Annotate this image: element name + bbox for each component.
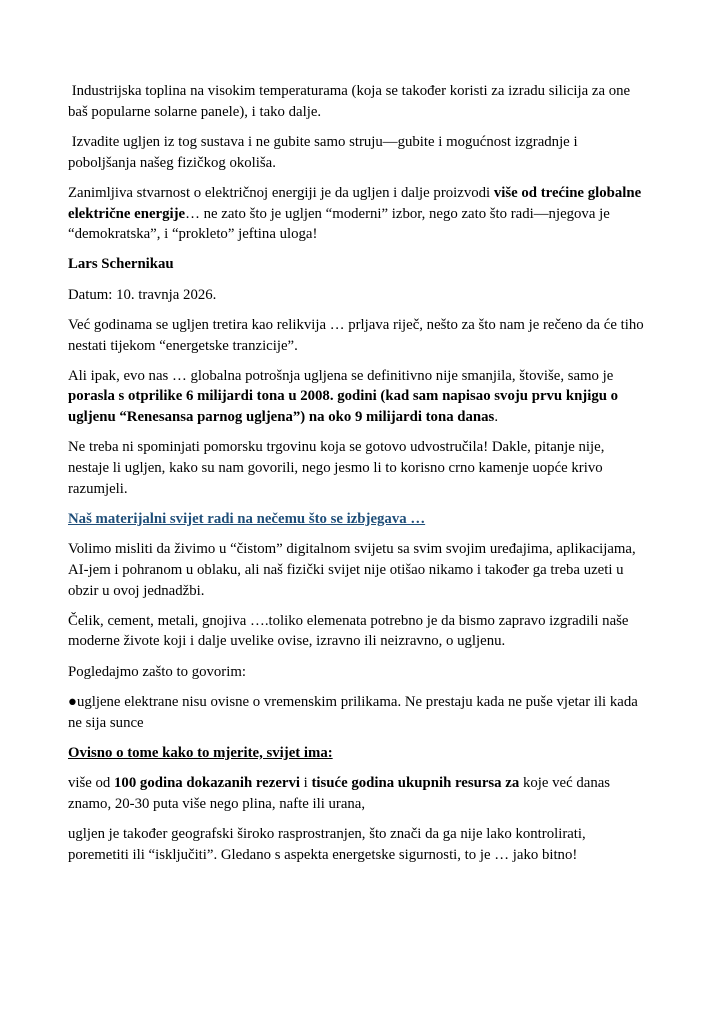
text-run: ugljen je također geografski široko rasprostranjen, što znači da ga nije lako kontrolirati, poremetiti ili “isključiti”. Gledano s aspekta energetske sigurnosti, to je … jako bitno!	[68, 825, 590, 863]
paragraph	[68, 366, 644, 428]
text-run: Ali ipak, evo nas … globalna potrošnja ugljena se definitivno nije smanjila, štoviše, samo je	[68, 367, 618, 384]
heading-underline	[68, 743, 644, 764]
text-run: Čelik, cement, metali, gnojiva ….toliko elemenata potrebno je da bismo zapravo izgradili naše moderne živote koji i dalje uvelike ovise, izravno ili neizravno, o ugljenu.	[68, 612, 633, 650]
paragraph	[68, 824, 644, 865]
paragraph	[68, 662, 644, 683]
paragraph	[68, 611, 644, 652]
author-name: Lars Schernikau	[68, 256, 174, 273]
text-run: Zanimljiva stvarnost o električnoj energiji je da ugljen i dalje proizvodi	[68, 184, 494, 201]
text-run: 100 godina dokazanih rezervi	[114, 774, 300, 791]
text-run: više od	[68, 774, 115, 791]
text-run: Ovisno o tome kako to mjerite, svijet ima:	[68, 744, 333, 761]
paragraph	[68, 81, 644, 122]
text-run: Pogledajmo zašto to govorim:	[68, 663, 246, 680]
text-run: … ne zato što je ugljen “moderni” izbor, nego zato što radi—njegova je “demokratska”, i “prokleto” jeftina uloga!	[68, 205, 614, 243]
paragraph	[68, 539, 644, 601]
heading-accent	[68, 509, 644, 530]
paragraph	[68, 132, 644, 173]
paragraph	[68, 285, 644, 306]
text-run: porasla s otprilike 6 milijardi tona u 2008. godini (kad sam napisao svoju prvu knjigu o ugljenu “Renesansa parnog ugljena”) na oko 9 milijardi tona danas	[68, 388, 622, 426]
bullet-icon: ●	[68, 693, 77, 710]
text-run: .	[494, 409, 499, 426]
paragraph	[68, 692, 644, 733]
text-run: Ne treba ni spominjati pomorsku trgovinu koja se gotovo udvostručila! Dakle, pitanje nije, nestaje li ugljen, kako su nam govorili, nego jesmo li to korisno crno kamenje uopće krivo razumjeli.	[68, 439, 609, 497]
text-run: više od trećine globalne električne energije	[68, 184, 645, 222]
text-run: Izvadite ugljen iz tog sustava i ne gubite samo struju—gubite i mogućnost izgradnje i poboljšanja našeg fizičkog okoliša.	[68, 133, 582, 171]
text-run: Volimo misliti da živimo u “čistom” digitalnom svijetu sa svim svojim uređajima, aplikacijama, AI-jem i pohranom u oblaku, ali naš fizički svijet nije otišao nikamo i također ga treba uzeti u obzir u ovoj jednadžbi.	[68, 541, 639, 599]
text-run: koje već danas znamo, 20-30 puta više nego plina, nafte ili urana,	[68, 774, 614, 812]
text-run: i	[299, 774, 312, 791]
text-run: ugljene elektrane nisu ovisne o vremenskim prilikama. Ne prestaju kada ne puše vjetar ili kada ne sija sunce	[68, 693, 642, 731]
text-run: tisuće godina ukupnih resursa za	[311, 774, 520, 791]
paragraph	[68, 773, 644, 814]
paragraph	[68, 183, 644, 245]
paragraph	[68, 315, 648, 356]
text-run: Industrijska toplina na visokim temperaturama (koja se također koristi za izradu silicija za one baš popularne solarne panele), i tako dalje.	[68, 83, 634, 120]
paragraph	[68, 254, 644, 275]
text-run: Već godinama se ugljen tretira kao relikvija … prljava riječ, nešto za što nam je rečeno da će tiho nestati tijekom “energetske tranzicije”.	[68, 316, 648, 354]
paragraph	[68, 437, 644, 499]
text-run: Naš materijalni svijet radi na nečemu što se izbjegava …	[68, 510, 426, 527]
date-line: Datum: 10. travnja 2026.	[68, 286, 217, 303]
